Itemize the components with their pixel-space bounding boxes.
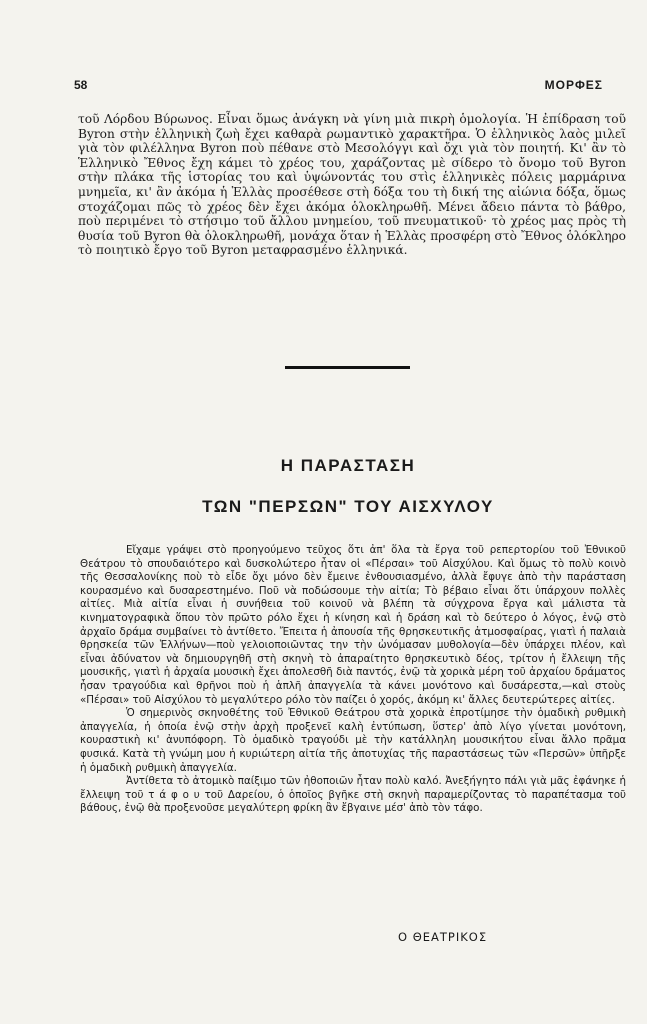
article-paragraph: Ἀντίθετα τὸ ἀτομικὸ παίξιμο τῶν ἠθοποιῶν ἦταν πολὺ καλό. Ἀνεξήγητο πάλι γιὰ μᾶς ἐφάνηκε ἡ ἔλλειψη τοῦ τ ά φ ο υ τοῦ Δαρείου, ὁ ὁποῖος βγῆκε στὴ σκηνὴ παραμερίζοντας τὸ παραπέτασμα τοῦ βάθους, ἐνῷ θὰ προξενοῦσε μεγαλύτερη φρίκη ἂν ἔβγαινε μέσ' ἀπὸ τὸν τάφο. [80,775,626,815]
author-signature: Ο ΘΕΑΤΡΙΚΟΣ [398,930,488,944]
intro-paragraph: τοῦ Λόρδου Βύρωνος. Εἶναι ὅμως ἀνάγκη νὰ γίνη μιὰ πικρὴ ὁμολογία. Ἡ ἐπίδραση τοῦ Byron στὴν ἑλληνικὴ ζωὴ ἔχει καθαρὰ ρωμαντικὸ χαρακτῆρα. Ὁ ἑλληνικὸς λαὸς μιλεῖ γιὰ τὸν φιλέλληνα Byron ποὺ πέθανε στὸ Μεσολόγγι καὶ ὄχι γιὰ τὸν ποιητή. Κι' ἂν τὸ Ἑλληνικὸ Ἔθνος ἔχη κάμει τὸ χρέος του, χαράζοντας μὲ σίδερο τὸ ὄνομο τοῦ Byron στὴν πλάκα τῆς ἱστορίας του καὶ ὑψώνοντάς του στὶς ἑλληνικὲς πόλεις μαρμάρινα μνημεῖα, κι' ἂν ἀκόμα ἡ Ἑλλὰς προσέθεσε στὴ δόξα του τὴ δική της αἰώνια δόξα, ὅμως στοχάζομαι πῶς τὸ χρέος δὲν ἔχει ἀκόμα ὁλοκληρωθῆ. Μένει ἄδειο πάντα τὸ βάθρο, ποὺ περιμένει τὸ στήσιμο τοῦ ἄλλου μνημείου, τοῦ πνευματικοῦ· τὸ χρέος μας πρὸς τὴ θυσία τοῦ Byron θὰ ὁλοκληρωθῆ, μονάχα ὅταν ἡ Ἑλλὰς προσφέρη στὸ Ἔθνος ὁλόκληρο τὸ ποιητικὸ ἔργο τοῦ Byron μεταφρασμένο ἑλληνικά. [78,112,626,258]
article-paragraph: Ὁ σημερινὸς σκηνοθέτης τοῦ Ἐθνικοῦ Θεάτρου στὰ χορικὰ ἐπροτίμησε τὴν ὁμαδικὴ ρυθμικὴ ἀπαγγελία, ἡ ὁποία ἐνῷ στὴν ἀρχὴ προξενεῖ καλὴ ἐντύπωση, ὕστερ' ἀπὸ λίγο γίνεται μονότονη, κουραστικὴ κι' ἀνυπόφορη. Τὸ ὁμαδικὸ τραγούδι μὲ τὴν κατάλληλη μουσικήτου εἶναι ἄλλο πρᾶμα φυσικά. Κατὰ τὴ γνώμη μου ἡ κυριώτερη αἰτία τῆς ἀποτυχίας τῆς παραστάσεως τῶν «Περσῶν» ὑπῆρξε ἡ ὁμαδικὴ ρυθμικὴ ἀπαγγελία. [80,707,626,774]
page-header [74,78,603,96]
page-number: 58 [74,78,88,92]
section-title: Η ΠΑΡΑΣΤΑΣΗ [280,456,416,475]
intro-paragraph-block [78,112,626,258]
section-divider [285,366,410,369]
article-paragraph: Εἴχαμε γράψει στὸ προηγούμενο τεῦχος ὅτι ἀπ' ὅλα τὰ ἔργα τοῦ ρεπερτορίου τοῦ Ἐθνικοῦ Θεάτρου τὸ σπουδαιότερο καὶ δυσκολώτερο ἦταν οἱ «Πέρσαι» τοῦ Αἰσχύλου. Καὶ ὅμως τὸ πολὺ κοινὸ τῆς Θεσσαλονίκης ποὺ τὸ εἶδε ὄχι μόνο δὲν ἔμεινε ἐνθουσιασμένο, ἀλλὰ ἔφυγε ἀπὸ τὴν παράσταση κουρασμένο καὶ δυσαρεστημένο. Ποῦ νὰ ποδώσουμε τὴν αἰτία; Τὸ βέβαιο εἶναι ὅτι ὑπάρχουν πολλὲς αἰτίες. Μιὰ αἰτία εἶναι ἡ συνήθεια τοῦ κοινοῦ νὰ βλέπη τὰ σύγχρονα ἔργα καὶ μάλιστα τὰ κινηματογραφικὰ ὅπου τὸν πρῶτο ρόλο ἔχει ἡ κίνηση καὶ ἡ δράση καὶ τὸ δεύτερο ὁ λόγος, ἐνῷ στὸ ἀρχαῖο δράμα συμβαίνει τὸ ἀντίθετο. Ἔπειτα ἡ ἀπουσία τῆς θρησκευτικῆς ἀτμοσφαίρας, γιατὶ ἡ παλαιὰ θρησκεία τῶν Ἑλλήνων—ποὺ γελοιοποιῶντας την τὴν ὠνόμασαν μυθολογία—δὲν ὑπάρχει πλέον, καὶ εἶναι ἀδύνατον νὰ δημιουργηθῆ στὴ σκηνὴ τὸ ἀπαραίτητο θρησκευτικὸ δέος, τρίτον ἡ ἔλλειψη τῆς μουσικῆς, γιατὶ ἡ ἀρχαία μουσικὴ ἔχει ἀπολεσθῆ διὰ παντός, ἐνῷ τὰ χορικὰ μέρη τοῦ ἀρχαίου δράματος ἦσαν τραγούδια καὶ θρῆνοι ποὺ ἡ ἁπλῆ ἀπαγγελία τὰ κάνει μονότονο καὶ δυσάρεστα,—καὶ στοὺς «Πέρσαι» τοῦ Αἰσχύλου τὸ μεγαλύτερο ρόλο τὸν παίζει ὁ χορός, ἀκόμη κι' ἄλλες δευτερώτερες αἰτίες. [80,544,626,706]
running-title: ΜΟΡΦΕΣ [544,78,603,92]
article-body [80,544,626,816]
section-subtitle: ΤΩΝ "ΠΕΡΣΩΝ" ΤΟΥ ΑΙΣΧΥΛΟΥ [202,497,494,516]
